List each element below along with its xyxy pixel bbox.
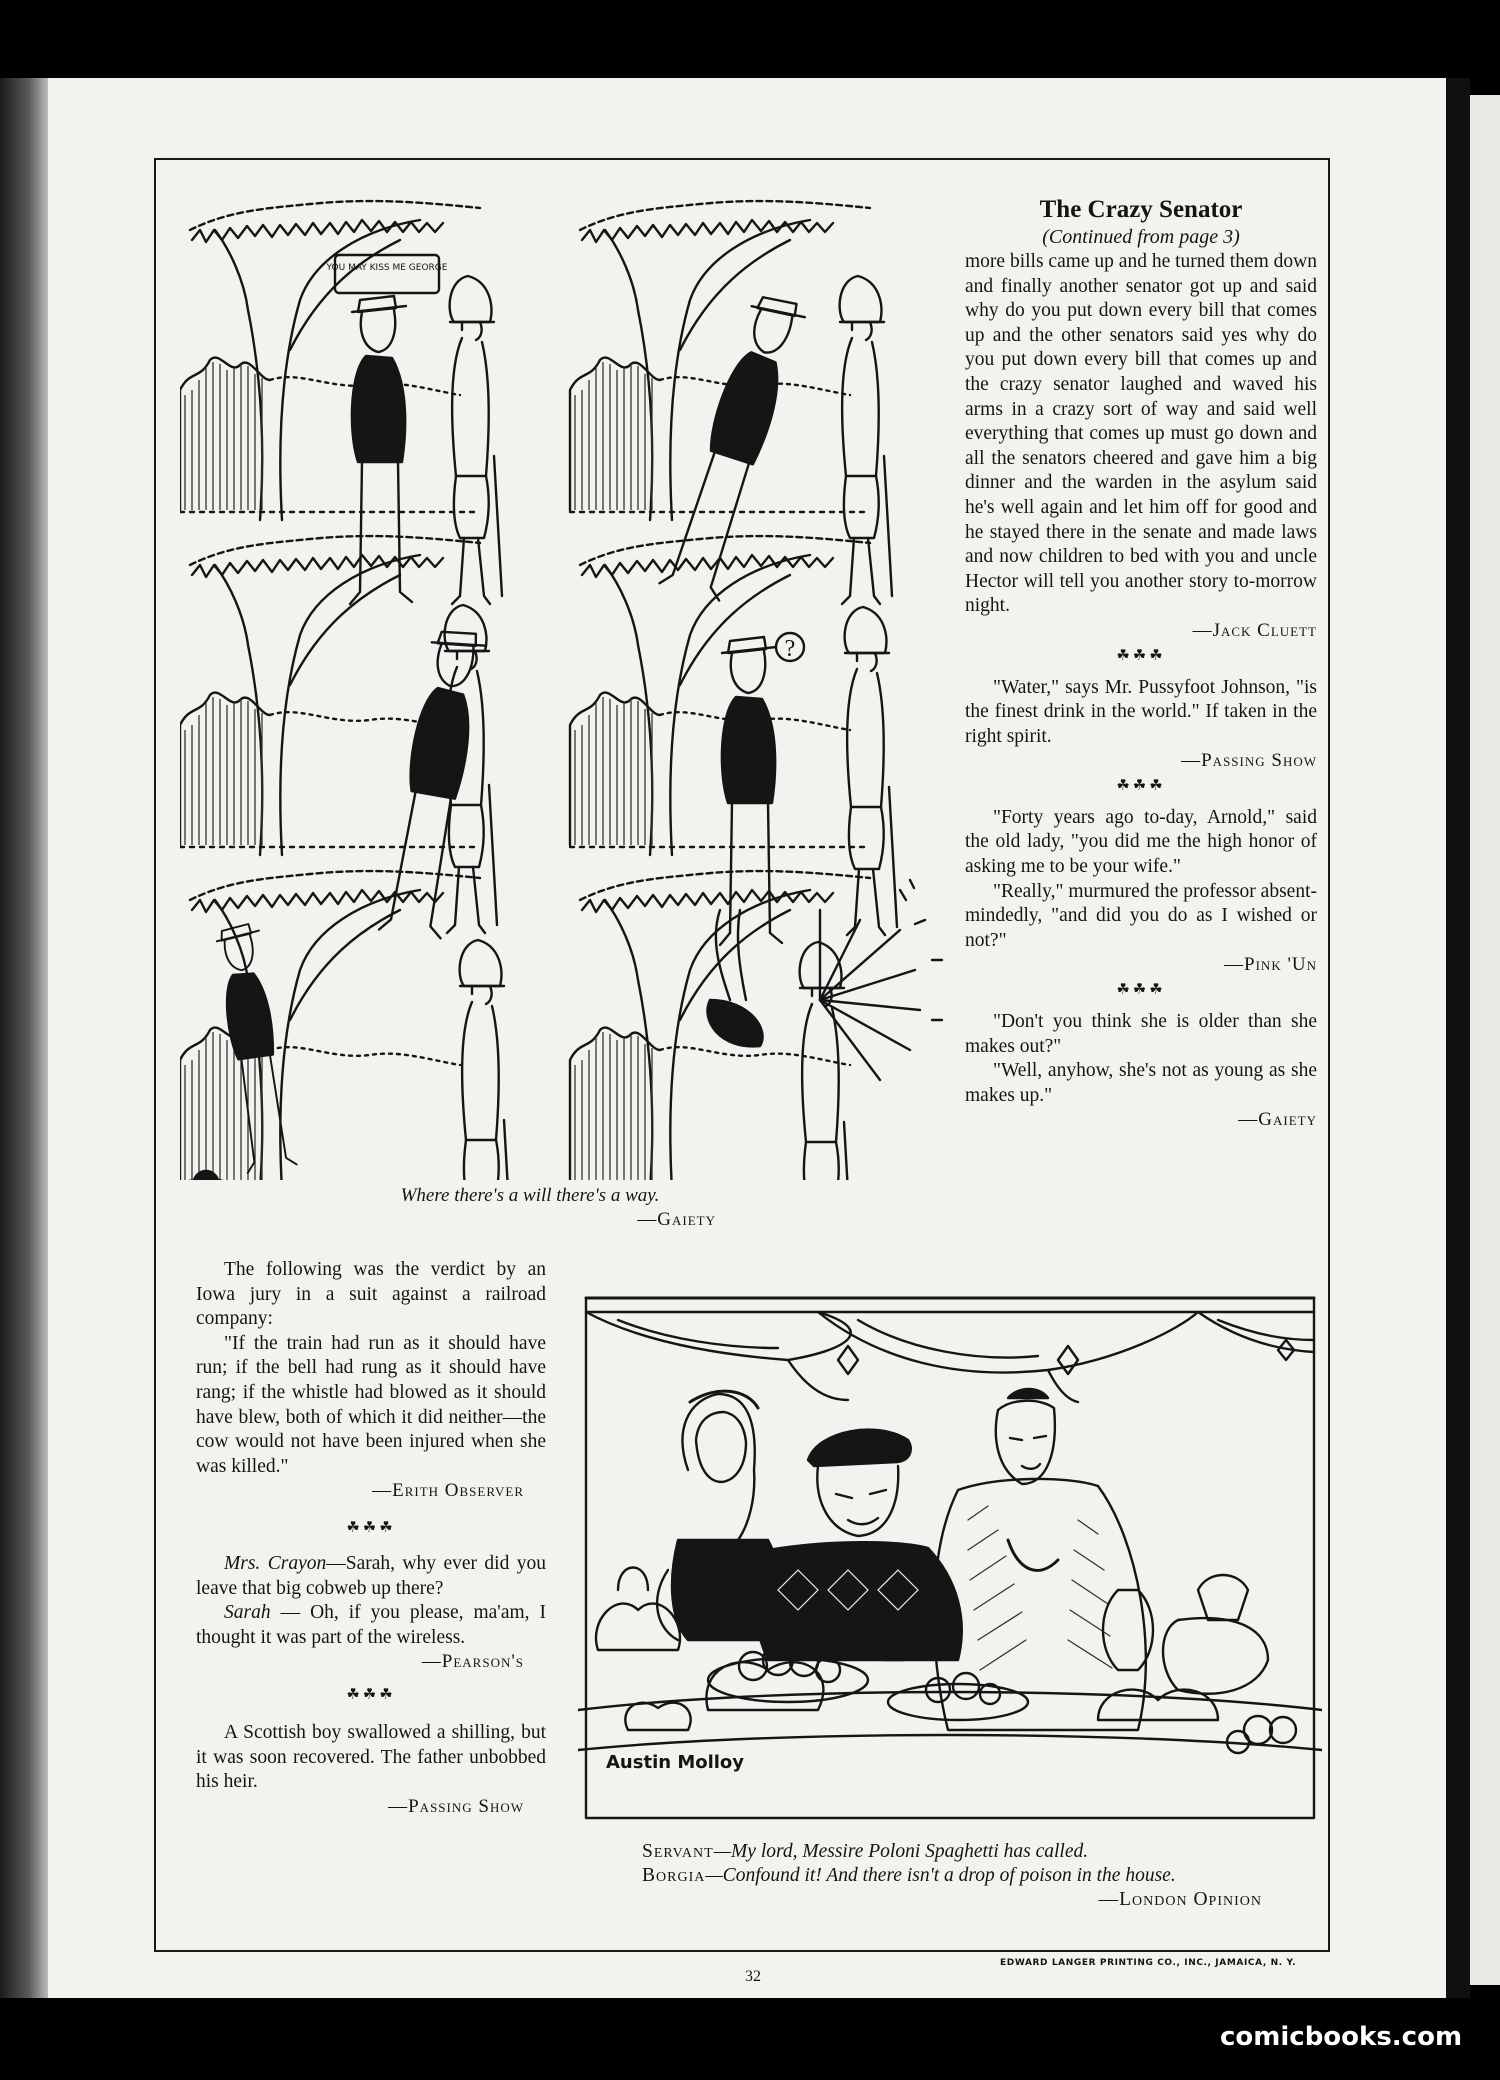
scottish-source: —Passing Show — [388, 1795, 524, 1817]
forty-years-source: —Pink 'Un — [1224, 954, 1317, 976]
story-title: The Crazy Senator — [1039, 196, 1243, 223]
older-p1: "Don't you think she is older than she makes out?" — [965, 1011, 1317, 1057]
artist-signature: Austin Molloy — [606, 1752, 745, 1773]
borgia-dinner-illustration — [578, 1290, 1322, 1830]
crayon-source: —Pearson's — [421, 1651, 524, 1673]
story-continued: (Continued from page 3) — [1042, 226, 1240, 248]
scottish-joke: A Scottish boy swallowed a shilling, but it was soon recovered. The father unbobbed his heir. — [196, 1721, 546, 1793]
question-mark: ? — [784, 636, 796, 662]
clover-divider: ☘☘☘ — [1116, 982, 1166, 999]
speech-bubble: YOU MAY KISS ME GEORGE — [326, 263, 448, 273]
borgia-line: —Confound it! And there isn't a drop of poison in the house. — [705, 1865, 1176, 1886]
water-source: —Passing Show — [1181, 750, 1317, 772]
clover-divider: ☘☘☘ — [346, 1519, 396, 1536]
cardinal-figure — [934, 1389, 1146, 1730]
book-spine-shadow — [0, 78, 48, 1998]
iowa-intro: The following was the verdict by an Iowa jury in a suit against a railroad company: — [196, 1259, 546, 1330]
borgia-figure — [755, 1430, 962, 1660]
right-column — [965, 195, 1317, 1133]
servant-line: —My lord, Messire Poloni Spaghetti has called. — [713, 1841, 1089, 1862]
strip-panel-5 — [180, 871, 512, 1180]
forty-years-p1: "Forty years ago to-day, Arnold," said the old lady, "you did me the high honor of asking me to be your wife." — [965, 806, 1317, 878]
strip-caption — [330, 1184, 730, 1232]
crayon-line-1: —Sarah, why ever did you leave that big cobweb up there? — [196, 1552, 547, 1599]
crayon-speaker-2: Sarah — [224, 1602, 271, 1624]
servant-speaker: Servant — [642, 1841, 714, 1862]
older-source: —Gaiety — [1238, 1109, 1317, 1131]
clover-divider: ☘☘☘ — [1116, 647, 1166, 664]
borgia-speaker: Borgia — [642, 1865, 706, 1886]
dinner-caption — [642, 1840, 1292, 1912]
older-p2: "Well, anyhow, she's not as young as she makes up." — [965, 1060, 1317, 1106]
story-source: —Jack Cluett — [1192, 619, 1317, 641]
clover-divider: ☘☘☘ — [1116, 777, 1166, 794]
clover-divider: ☘☘☘ — [346, 1686, 396, 1703]
page-number: 32 — [745, 1968, 761, 1985]
story-body: more bills came up and he turned them down and finally another senator got up and said why do you put down every bill that comes up and the other senators said yes why do you put down every bill that comes up and the crazy senator laughed and waved his arms in a crazy sort of way and said well everything that comes up must go down and all the senators cheered and gave him a big dinner and the warden in the asylum said he's well again and let him off for good and he stayed there in the senate and made laws and now children to bed with you and uncle Hector will tell you another story to-morrow night. — [965, 251, 1317, 617]
page-gutter — [1446, 78, 1470, 1998]
left-column — [196, 1258, 546, 1819]
comic-strip — [180, 180, 950, 1180]
strip-source: —Gaiety — [637, 1209, 716, 1230]
crayon-speaker-1: Mrs. Crayon — [224, 1552, 327, 1574]
water-joke: "Water," says Mr. Pussyfoot Johnson, "is the finest drink in the world." If taken in the right spirit. — [965, 676, 1317, 747]
watermark: comicbooks.com — [1220, 2022, 1463, 2052]
strip-caption-text: Where there's a will there's a way. — [400, 1185, 660, 1206]
dinner-source: —London Opinion — [1098, 1889, 1262, 1910]
strip-panel-2 — [570, 201, 892, 604]
strip-panel-3 — [180, 536, 497, 940]
strip-panel-6 — [570, 871, 942, 1180]
iowa-source: —Erith Observer — [372, 1480, 524, 1502]
forty-years-p2: "Really," murmured the professor absent-mindedly, "and did you do as I wished or not?" — [965, 880, 1317, 951]
iowa-verdict: "If the train had run as it should have run; if the bell had rung as it should have rang; if the whistle had blowed as it should have blew, both of which it did neither—the cow would not have been injured when she was killed." — [196, 1332, 546, 1477]
facing-page-edge — [1470, 95, 1500, 1985]
printer-credit: EDWARD LANGER PRINTING CO., INC., JAMAICA, N. Y. — [1000, 1958, 1297, 1968]
strip-panel-1 — [180, 201, 502, 604]
crayon-line-2: — Oh, if you please, ma'am, I thought it was part of the wireless. — [196, 1602, 546, 1648]
